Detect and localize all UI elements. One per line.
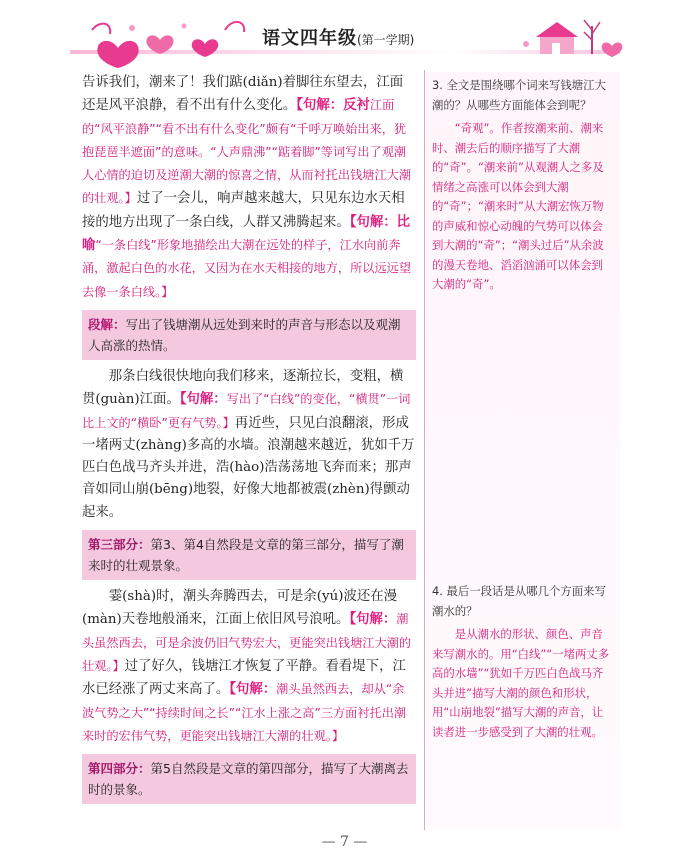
answer-text: “奇观”。作者按潮来前、潮来时、潮去后的顺序描写了大潮的“奇”。“潮来前”从观潮人之多及情绪之高涨可以体会到大潮的“奇”；“潮来时”从大潮宏恢万物的声威和惊心动魄的气势可以体会到大潮的“奇”；“潮头过后”从余波的漫天卷地、滔滔汹涌可以体会到大潮的“奇”。 — [432, 121, 604, 291]
dot — [129, 25, 135, 31]
question-text: 4. 最后一段话是从哪几个方面来写潮水的？ — [432, 584, 606, 618]
house-icon — [536, 22, 578, 54]
answer-text: 是从潮水的形状、颜色、声音来写潮水的。用“白线”“一堵两丈多高的水墙”“犹如千万匹白色战马齐头并进”描写大潮的颜色和形状，用“山崩地裂”描写大潮的声音，让读者进一步感受到了大潮的壮观。 — [432, 627, 610, 739]
page-number: — 7 — — [321, 834, 368, 850]
question-4 — [432, 582, 614, 742]
heart-icon — [97, 41, 138, 68]
dot — [182, 24, 187, 29]
paragraph: 那条白线很快地向我们移来，逐渐拉长，变粗，横贯(guàn)江面。【句解：写出了“白线”的变化，“横贯”一词比上文的“横卧”更有气势。】再近些，只见白浪翻滚，形成一堵两丈(zhàng)多高的水墙。浪潮越来越近，犹如千万匹白色战马齐头并进，浩(hào)浩荡荡地飞奔而来；那声音如同山崩(bēng)地裂，好像大地都被震(zhèn)得颤动起来。 — [82, 368, 415, 520]
flourish — [225, 22, 244, 32]
paragraph: 霎(shà)时，潮头奔腾西去，可是余(yú)波还在漫(màn)天卷地般涌来，江面上依旧风号浪吼。【句解：潮头虽然西去，可是余波仍旧气势宏大，更能突出钱塘江大潮的壮观。】过了好久，钱塘江才恢复了平静。看看堤下，江水已经涨了两丈来高了。【句解：潮头虽然西去，却从“余波气势之大”“持续时间之长”“江水上涨之高”三方面衬托出潮来时的宏伟气势，更能突出钱塘江大潮的壮观。】 — [82, 589, 412, 743]
header-band — [70, 50, 620, 54]
question-3 — [432, 76, 614, 295]
question-text: 3. 全文是围绕哪个词来写钱塘江大潮的？从哪些方面能体会到呢？ — [432, 78, 606, 112]
book-title: 语文四年级(第一学期) — [262, 28, 415, 49]
section-summary-box: 第三部分：第3、第4自然段是文章的第三部分，描写了潮来时的壮观景象。 — [82, 530, 416, 580]
column-divider — [424, 70, 425, 830]
heart-icon — [192, 39, 219, 57]
paragraph: 告诉我们，潮来了！我们踮(diǎn)着脚往东望去，江面还是风平浪静，看不出有什么变化。【句解：反衬江面的“风平浪静”“看不出有什么变化”颇有“千呼万唤始出来，犹抱琵琶半遮面”的意味。“人声鼎沸”“踮着脚”等词写出了观潮人心情的迫切及逆潮大潮的惊喜之情，从而衬托出钱塘江大潮的壮观。】过了一会儿，响声越来越大，只见东边水天相接的地方出现了一条白线，人群又沸腾起来。【句解：比喻“一条白线”形象地描绘出大潮在远处的样子，江水向前奔涌，激起白色的水花，又因为在水天相接的地方，所以远远望去像一条白线。】 — [82, 75, 412, 299]
page-header — [0, 0, 689, 72]
tree-icon — [584, 20, 600, 54]
section-summary-box: 第四部分：第5自然段是文章的第四部分，描写了大潮离去时的景象。 — [82, 754, 416, 804]
paragraph-summary-box: 段解：写出了钱塘潮从远处到来时的声音与形态以及观潮人高涨的热情。 — [82, 310, 416, 360]
dot — [523, 41, 529, 47]
flourish — [92, 24, 110, 34]
main-column — [82, 72, 416, 810]
heart-icon — [602, 42, 623, 57]
